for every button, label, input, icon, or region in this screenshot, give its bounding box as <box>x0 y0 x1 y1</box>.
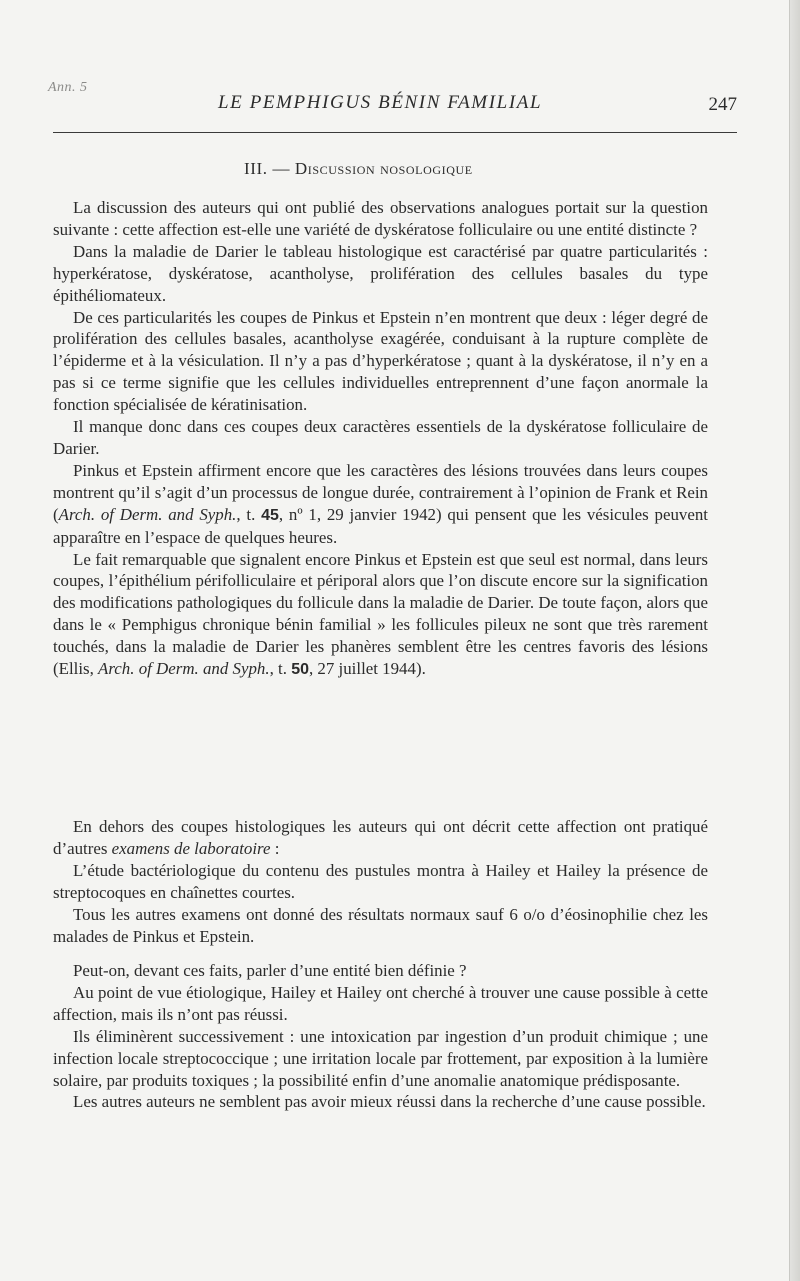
volume-number: 45 <box>261 506 279 524</box>
citation-text: , nº 1, 29 janvier 1942) qui pensent que les vésicules peuvent apparaître en l’espace de quelques heures. <box>53 504 708 547</box>
paragraph <box>53 549 708 681</box>
paragraph: Ils éliminèrent successivement : une intoxication par ingestion d’un produit chimique ; une infection locale streptococcique ; une irritation locale par frottement, par exposition à la lumière solaire, par produits toxiques ; la possibilité enfin d’une anomalie anatomique prédisposante. <box>53 1026 708 1090</box>
journal-citation: Arch. of Derm. and Syph. <box>58 504 237 524</box>
section-heading: III. — Discussion nosologique <box>244 159 473 178</box>
header-rule <box>53 132 737 133</box>
paragraph: Au point de vue étiologique, Hailey et Hailey ont cherché à trouver une cause possible à cette affection, mais ils n’ont pas réussi. <box>53 982 708 1024</box>
paragraph: Dans la maladie de Darier le tableau histologique est caractérisé par quatre particularités : hyperkératose, dyskératose, acantholyse, prolifération des cellules basales du type épithéliomateux. <box>53 241 708 305</box>
paragraph-text: : <box>270 838 280 858</box>
paragraph <box>53 460 708 549</box>
emphasized-term: examens de laboratoire <box>111 838 271 858</box>
citation-text: , t. <box>269 659 292 679</box>
paragraph: Les autres auteurs ne semblent pas avoir mieux réussi dans la recherche d’une cause possible. <box>73 1092 706 1112</box>
body-text-block-2 <box>53 816 708 947</box>
body-text-block-3 <box>53 960 708 1113</box>
paragraph: Peut-on, devant ces faits, parler d’une entité bien définie ? <box>73 961 467 980</box>
paragraph: La discussion des auteurs qui ont publié des observations analogues portait sur la question suivante : cette affection est-elle une variété de dyskératose folliculaire ou une entité distincte ? <box>53 198 708 239</box>
paragraph <box>53 816 708 860</box>
volume-number: 50 <box>291 661 309 679</box>
running-head: LE PEMPHIGUS BÉNIN FAMILIAL <box>218 92 543 113</box>
paragraph: De ces particularités les coupes de Pinkus et Epstein n’en montrent que deux : léger degré de prolifération des cellules basales, acantholyse exagérée, conduisant à la rupture complète de l’épiderme et à la vésiculation. Il n’y a pas d’hyperkératose ; quant à la dyskératose, il n’y en a pas si ce terme signifie que les cellules individuelles entreprennent d’une façon anormale la fonction spécialisée de kératinisation. <box>53 307 708 415</box>
page-number: 247 <box>708 94 737 115</box>
paragraph-text: En dehors des coupes histologiques les auteurs qui ont décrit cette affection ont pratiqué d’autres <box>53 817 708 858</box>
paragraph: Tous les autres examens ont donné des résultats normaux sauf 6 o/o d’éosinophilie chez les malades de Pinkus et Epstein. <box>53 904 708 946</box>
paragraph-text: Le fait remarquable que signalent encore Pinkus et Epstein est que seul est normal, dans leurs coupes, l’épithélium périfolliculaire et périporal alors que l’on discute encore sur la signification des modifications pathologiques du follicule dans la maladie de Darier. De toute façon, alors que dans le « Pemphigus chronique bénin familial » les follicules pileux ne sont que très rarement touchés, dans la maladie de Darier les phanères semblent être les centres favoris des lésions (Ellis, <box>53 549 708 679</box>
body-text-block-1 <box>53 197 708 681</box>
paragraph-text: Pinkus et Epstein affirment encore que les caractères des lésions trouvées dans leurs coupes montrent qu’il s’agit d’un processus de longue durée, contrairement à l’opinion de Frank et Rein ( <box>53 460 708 524</box>
page-edge <box>789 0 800 1281</box>
margin-annotation: Ann. 5 <box>48 80 88 95</box>
paragraph: Il manque donc dans ces coupes deux caractères essentiels de la dyskératose folliculaire de Darier. <box>53 417 708 458</box>
citation-text: , 27 juillet 1944). <box>308 659 426 679</box>
journal-citation: Arch. of Derm. and Syph. <box>98 659 270 679</box>
citation-text: , t. <box>236 504 262 524</box>
paragraph: L’étude bactériologique du contenu des pustules montra à Hailey et Hailey la présence de streptocoques en chaînettes courtes. <box>53 860 708 902</box>
